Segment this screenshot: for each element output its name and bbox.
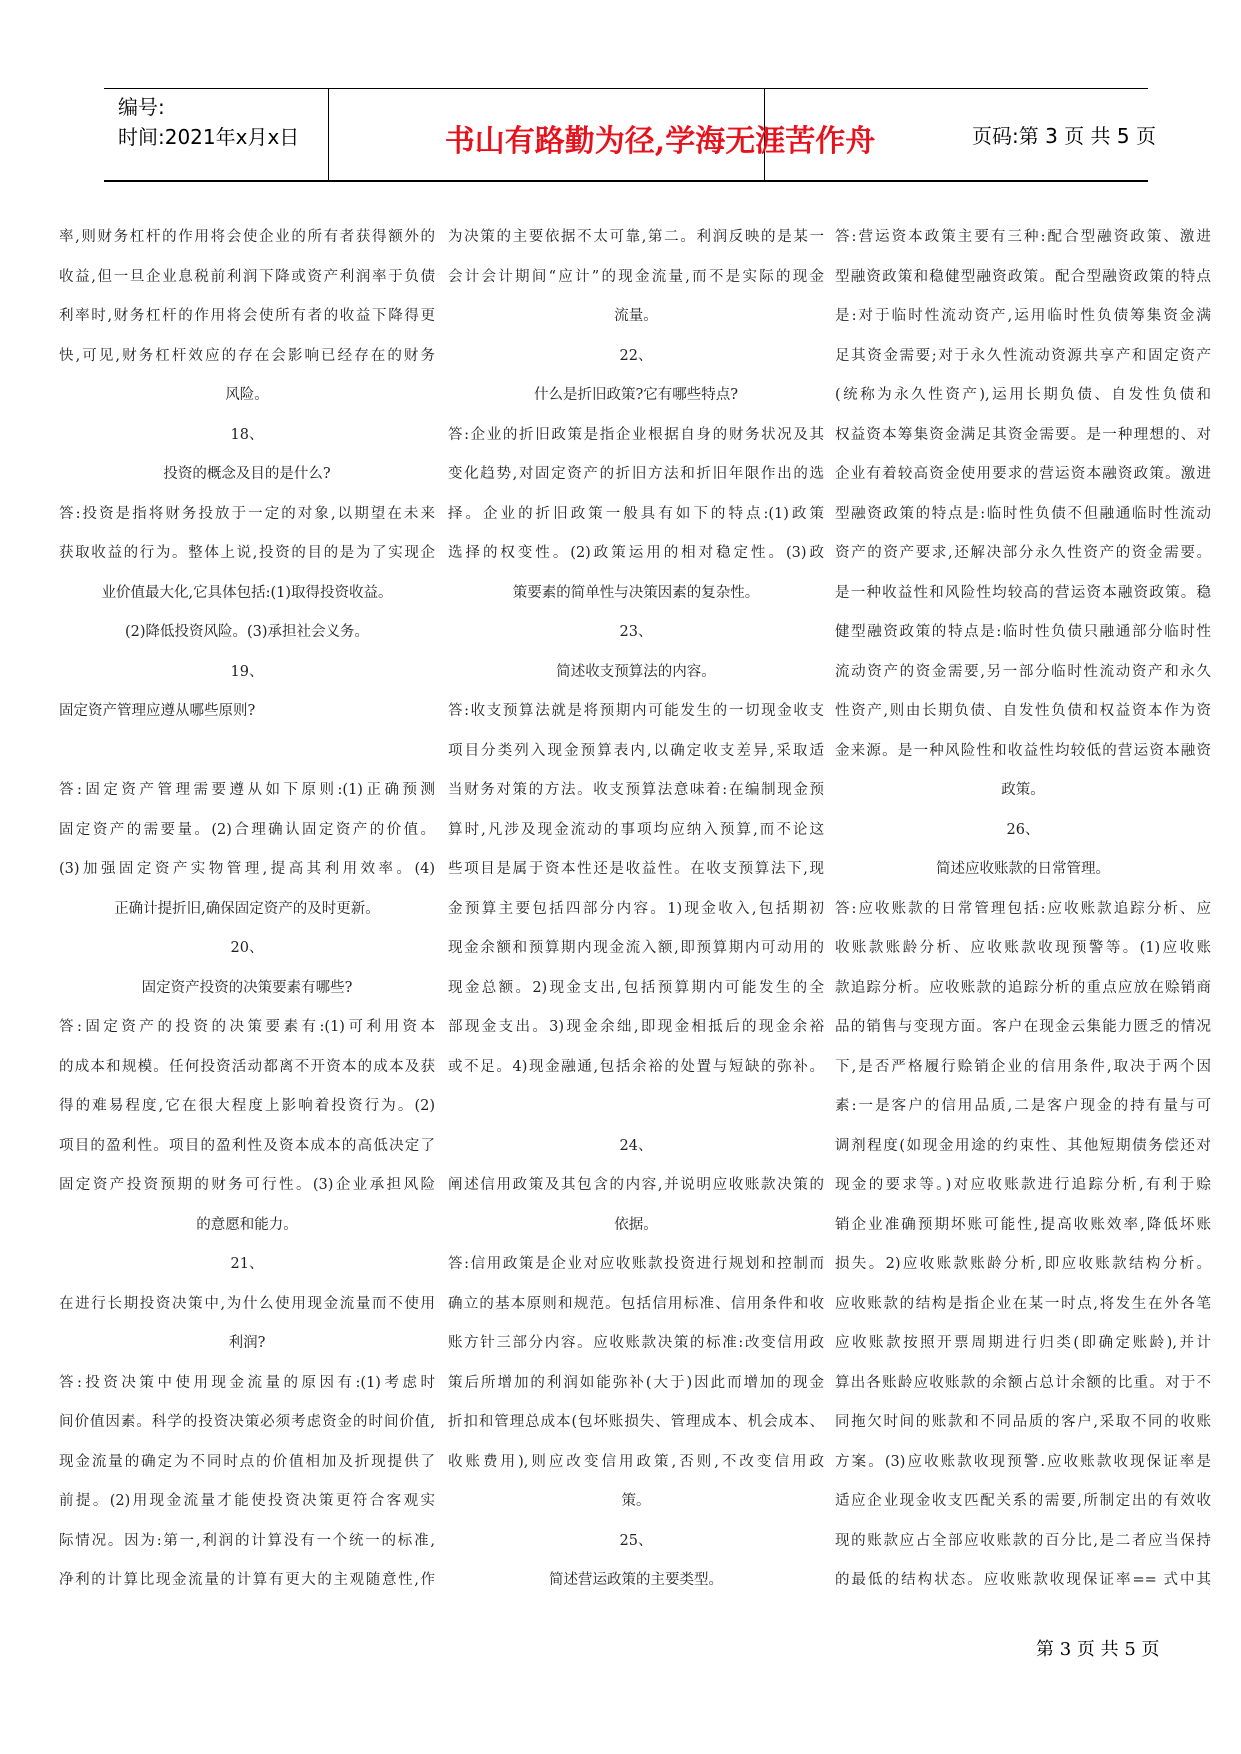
header-page-label: 页码:第 3 页 共 5 页 [972, 124, 1156, 148]
text-line: 现的账款应占全部应收账款的百分比,是二者应当保持 [835, 1532, 1211, 1549]
text-line: 型融资政策的特点是:临时性负债不但融通临时性流动 [835, 505, 1211, 522]
text-line: 答:固定资产的投资的决策要素有:(1)可利用资本 [59, 1019, 435, 1035]
text-line: 项目的盈利性。项目的盈利性及资本成本的高低决定了 [59, 1137, 435, 1154]
text-line: 收账费用),则应改变信用政策,否则,不改变信用政 [448, 1453, 824, 1470]
text-line: 企业有着较高资金使用要求的营运资本融资政策。激进 [835, 466, 1211, 482]
text-line: 是:对于临时性流动资产,运用临时性负债筹集资金满 [835, 308, 1211, 324]
text-line: 现金总额。2)现金支出,包括预算期内可能发生的全 [448, 979, 824, 996]
text-line: 算出各账龄应收账款的余额占总计余额的比重。对于不 [835, 1374, 1211, 1391]
question-number: 22、 [619, 347, 653, 364]
text-line: 获取收益的行为。整体上说,投资的目的是为了实现企 [59, 545, 435, 561]
text-line: 健型融资政策的特点是:临时性负债只融通部分临时性 [835, 624, 1211, 640]
text-line: 答:营运资本政策主要有三种:配合型融资政策、激进 [835, 229, 1211, 245]
text-column-1 [59, 218, 435, 1601]
text-line: 为决策的主要依据不太可靠,第二。利润反映的是某一 [448, 229, 824, 245]
page-header [104, 88, 1156, 182]
text-line: 策。 [621, 1493, 651, 1509]
text-line: (统称为永久性资产),运用长期负债、自发性负债和 [835, 387, 1211, 403]
text-line: 型融资政策和稳健型融资政策。配合型融资政策的特点 [835, 268, 1211, 285]
text-line: 下,是否严格履行赊销企业的信用条件,取决于两个因 [835, 1058, 1211, 1075]
text-line: 调剂程度(如现金用途的约束性、其他短期债务偿还对 [835, 1137, 1211, 1154]
question-title: 利润? [228, 1335, 266, 1351]
question-number: 26、 [1006, 821, 1040, 838]
text-line: 答:投资是指将财务投放于一定的对象,以期望在未来 [59, 505, 435, 522]
text-line: 算时,凡涉及现金流动的事项均应纳入预算,而不论这 [448, 821, 824, 838]
text-line: 方案。(3)应收账款收现预警.应收账款收现保证率是 [835, 1453, 1211, 1470]
question-number: 21、 [230, 1256, 264, 1272]
text-line: 足其资金需要;对于永久性流动资源共享产和固定资产 [835, 347, 1211, 364]
text-line: 的最低的结构状态。应收账款收现保证率== 式中其 [835, 1572, 1211, 1588]
header-bottom-rule [104, 180, 1148, 182]
text-line: 是一种收益性和风险性均较高的营运资本融资政策。稳 [835, 584, 1211, 601]
text-line: 会计会计期间“应计”的现金流量,而不是实际的现金 [448, 268, 824, 285]
question-title: 在进行长期投资决策中,为什么使用现金流量而不使用 [59, 1295, 435, 1312]
text-line: 些项目是属于资本性还是收益性。在收支预算法下,现 [448, 861, 824, 877]
text-line: 流动资产的资金需要,另一部分临时性流动资产和永久 [835, 663, 1211, 680]
text-line: 当财务对策的方法。收支预算法意味着:在编制现金预 [448, 782, 824, 798]
text-line: 快,可见,财务杠杆效应的存在会影响已经存在的财务 [59, 347, 435, 364]
question-number: 20、 [230, 940, 264, 956]
text-line: 损失。2)应收账款账龄分析,即应收账款结构分析。 [835, 1256, 1211, 1272]
header-meta [118, 92, 299, 152]
text-line: 答:应收账款的日常管理包括:应收账款追踪分析、应 [835, 900, 1211, 917]
text-line: 的意愿和能力。 [196, 1216, 298, 1233]
question-title: 固定资产投资的决策要素有哪些? [141, 979, 353, 996]
text-line: 适应企业现金收支匹配关系的需要,所制定出的有效收 [835, 1493, 1211, 1509]
text-line: 正确计提折旧,确保固定资产的及时更新。 [114, 900, 380, 917]
text-line: 的成本和规模。任何投资活动都离不开资本的成本及获 [59, 1058, 435, 1075]
text-line: 净利的计算比现金流量的计算有更大的主观随意性,作 [59, 1572, 435, 1588]
text-line: 收益,但一旦企业息税前利润下降或资产利润率于负债 [59, 268, 435, 285]
text-line: 策要素的简单性与决策因素的复杂性。 [512, 584, 760, 601]
text-line: 率,则财务杠杆的作用将会使企业的所有者获得额外的 [59, 229, 435, 245]
header-top-rule [104, 88, 1148, 89]
text-line: 折扣和管理总成本(包坏账损失、管理成本、机会成本、 [448, 1414, 824, 1430]
question-number: 24、 [619, 1137, 653, 1154]
text-line: 同拖欠时间的账款和不同品质的客户,采取不同的收账 [835, 1414, 1211, 1430]
question-title: 简述收支预算法的内容。 [556, 663, 716, 680]
text-line: 权益资本筹集资金满足其资金需要。是一种理想的、对 [835, 426, 1211, 443]
text-line: 风险。 [225, 387, 269, 403]
question-title: 什么是折旧政策?它有哪些特点? [533, 387, 739, 403]
text-line: 固定资产投资预期的财务可行性。(3)企业承担风险 [59, 1177, 435, 1193]
text-line: 答:信用政策是企业对应收账款投资进行规划和控制而 [448, 1256, 824, 1272]
text-line: 项目分类列入现金预算表内,以确定收支差异,采取适 [448, 742, 824, 759]
text-line: 选择的权变性。(2)政策运用的相对稳定性。(3)政 [448, 545, 824, 561]
text-column-3 [835, 218, 1211, 1601]
text-line: 政策。 [1001, 782, 1045, 798]
text-line: 现金余额和预算期内现金流入额,即预算期内可动用的 [448, 940, 824, 956]
text-line: 素:一是客户的信用品质,二是客户现金的持有量与可 [835, 1098, 1211, 1114]
question-title: 投资的概念及目的是什么? [163, 466, 331, 482]
text-line: 策后所增加的利润如能弥补(大于)因此而增加的现金 [448, 1374, 824, 1391]
text-line: 答:收支预算法就是将预期内可能发生的一切现金收支 [448, 703, 824, 719]
text-line: 答:企业的折旧政策是指企业根据自身的财务状况及其 [448, 426, 824, 443]
question-number: 19、 [230, 663, 264, 680]
text-line: 变化趋势,对固定资产的折旧方法和折旧年限作出的选 [448, 466, 824, 482]
text-line: 账方针三部分内容。应收账款决策的标准:改变信用政 [448, 1335, 824, 1351]
text-line: 间价值因素。科学的投资决策必须考虑资金的时间价值, [59, 1414, 435, 1430]
time-label: 时间:2021年x月x日 [118, 125, 300, 149]
text-line: 性资产,则由长期负债、自发性负债和权益资本作为资 [835, 703, 1211, 719]
text-line: 现金流量的确定为不同时点的价值相加及折现提供了 [59, 1453, 435, 1470]
question-number: 23、 [619, 624, 653, 640]
text-line: 资产的资产要求,还解决部分永久性资产的资金需要。 [835, 545, 1211, 561]
header-divider-left [328, 88, 329, 182]
question-title: 简述应收账款的日常管理。 [936, 861, 1110, 877]
page-footer: 第 3 页 共 5 页 [1036, 1639, 1160, 1660]
text-line: 销企业准确预期坏账可能性,提高收账效率,降低坏账 [835, 1216, 1211, 1233]
question-title: 固定资产管理应遵从哪些原则? [59, 703, 256, 719]
question-number: 18、 [230, 426, 264, 443]
text-line: 部现金支出。3)现金余绌,即现金相抵后的现金余裕 [448, 1019, 824, 1035]
question-number: 25、 [619, 1532, 653, 1549]
text-column-2 [448, 218, 824, 1601]
question-title: 简述营运政策的主要类型。 [549, 1572, 723, 1588]
text-line: 金来源。是一种风险性和收益性均较低的营运资本融资 [835, 742, 1211, 759]
text-line: 确立的基本原则和规范。包括信用标准、信用条件和收 [448, 1295, 824, 1312]
text-line: 应收账款按照开票周期进行归类(即确定账龄),并计 [835, 1335, 1211, 1351]
text-line: (2)降低投资风险。(3)承担社会义务。 [124, 624, 370, 640]
text-line: 际情况。因为:第一,利润的计算没有一个统一的标准, [59, 1532, 435, 1549]
text-line: 择。企业的折旧政策一般具有如下的特点:(1)政策 [448, 505, 824, 522]
text-line: 品的销售与变现方面。客户在现金云集能力匮乏的情况 [835, 1019, 1211, 1035]
text-line: 答:固定资产管理需要遵从如下原则:(1)正确预测 [59, 782, 435, 798]
text-line: 答:投资决策中使用现金流量的原因有:(1)考虑时 [59, 1374, 435, 1391]
text-line: 应收账款的结构是指企业在某一时点,将发生在外各笔 [835, 1295, 1211, 1312]
question-title: 阐述信用政策及其包含的内容,并说明应收账款决策的 [448, 1177, 824, 1193]
question-title: 依据。 [614, 1216, 658, 1233]
text-line: 收账款账龄分析、应收账款收现预警等。(1)应收账 [835, 940, 1211, 956]
text-line: 业价值最大化,它具体包括:(1)取得投资收益。 [101, 584, 393, 601]
text-line: 利率时,财务杠杆的作用将会使所有者的收益下降得更 [59, 308, 435, 324]
text-line: 得的难易程度,它在很大程度上影响着投资行为。(2) [59, 1098, 435, 1114]
text-line: 固定资产的需要量。(2)合理确认固定资产的价值。 [59, 821, 435, 838]
text-line: 或不足。4)现金融通,包括余裕的处置与短缺的弥补。 [448, 1058, 824, 1075]
text-line: 流量。 [614, 308, 658, 324]
text-line: 款追踪分析。应收账款的追踪分析的重点应放在赊销商 [835, 979, 1211, 996]
text-line: (3)加强固定资产实物管理,提高其利用效率。(4) [59, 861, 435, 877]
header-motto: 书山有路勤为径,学海无涯苦作舟 [444, 124, 876, 159]
text-line: 金预算主要包括四部分内容。1)现金收入,包括期初 [448, 900, 824, 917]
text-line: 现金的要求等。)对应收账款进行追踪分析,有利于赊 [835, 1177, 1211, 1193]
number-label: 编号: [118, 95, 165, 119]
text-line: 前提。(2)用现金流量才能使投资决策更符合客观实 [59, 1493, 435, 1509]
